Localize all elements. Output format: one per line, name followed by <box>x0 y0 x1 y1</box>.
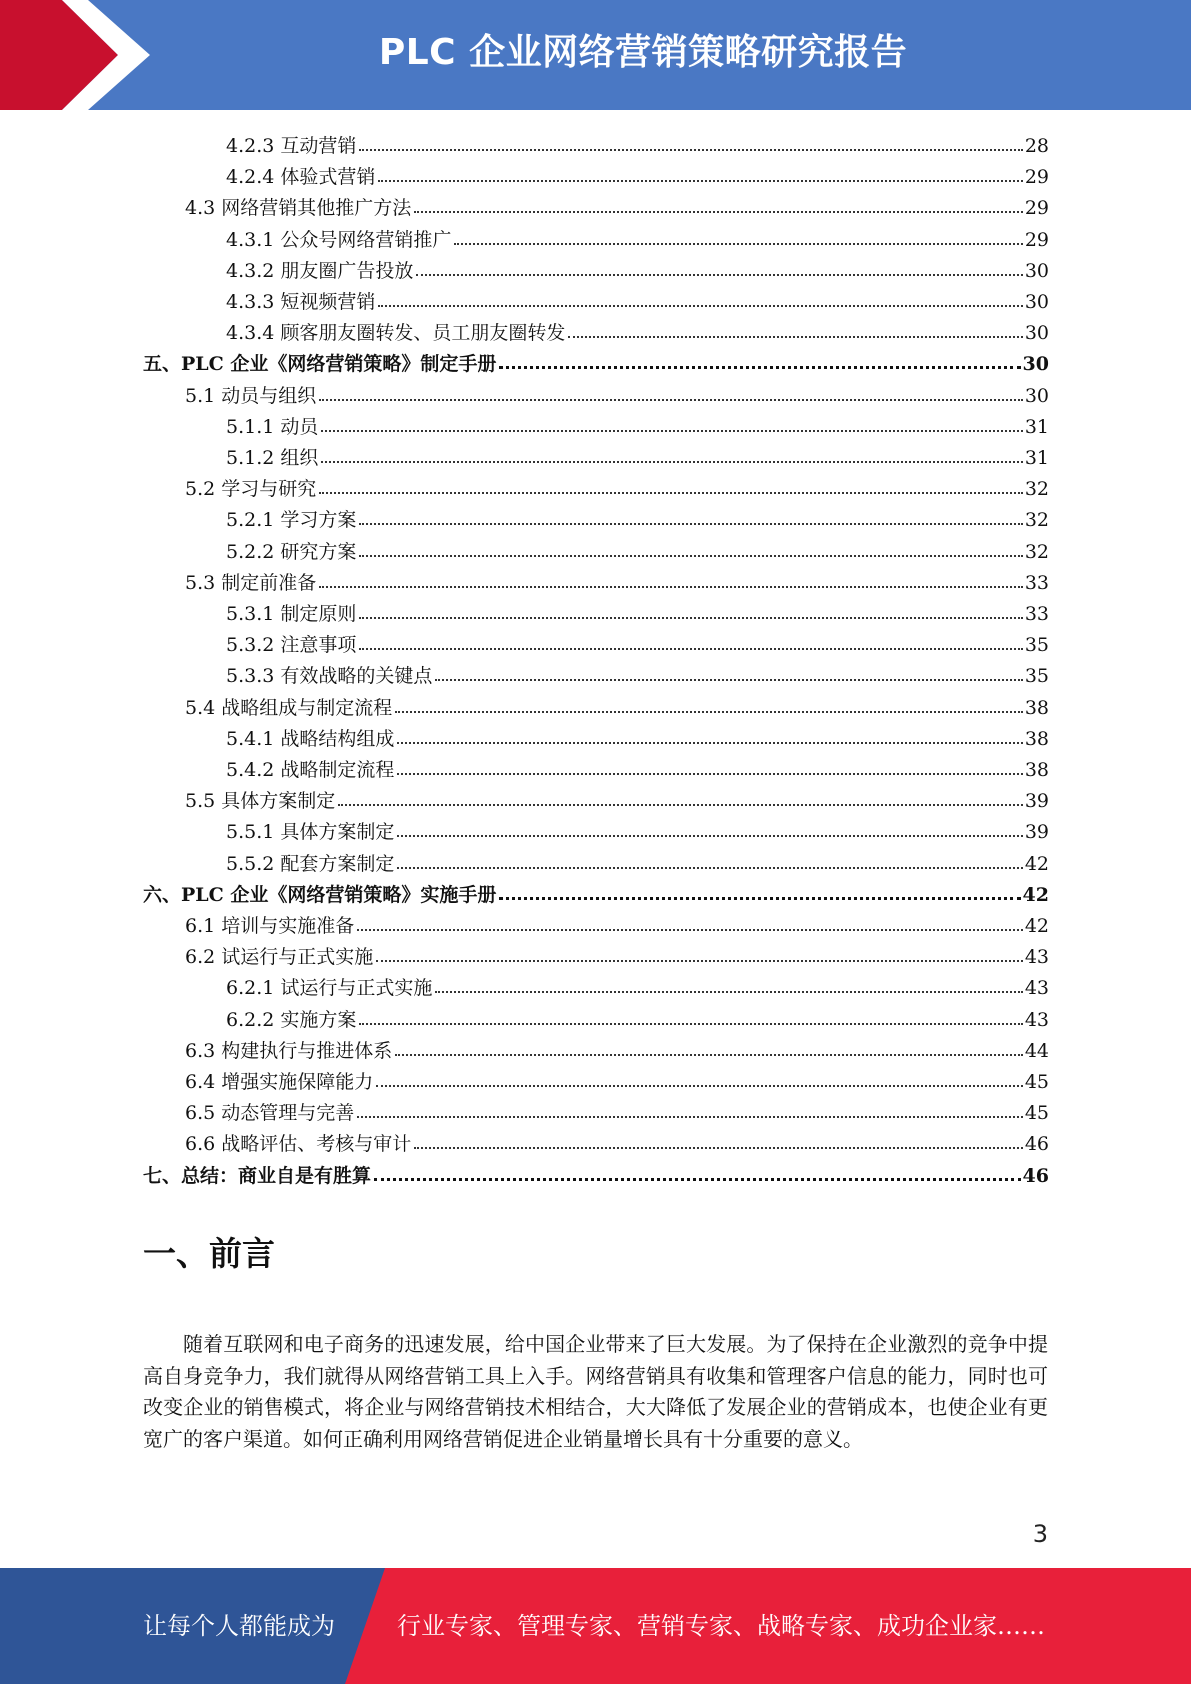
toc-entry-label: 六、PLC 企业《网络营销策略》实施手册 <box>143 883 497 906</box>
toc-leader-dots <box>454 243 1022 245</box>
toc-leader-dots <box>319 586 1023 588</box>
toc-entry-label: 5.2.2 研究方案 <box>226 540 357 563</box>
toc-leader-dots <box>416 274 1022 276</box>
toc-entry-page: 43 <box>1024 977 1049 1000</box>
toc-entry-page: 46 <box>1022 1164 1049 1187</box>
toc-entry-label: 4.3.2 朋友圈广告投放 <box>226 259 414 282</box>
toc-entry[interactable] <box>226 813 1049 844</box>
toc-entry[interactable] <box>226 1001 1049 1032</box>
toc-leader-dots <box>397 742 1022 744</box>
toc-entry-label: 6.2.1 试运行与正式实施 <box>226 977 433 1000</box>
toc-entry[interactable] <box>185 782 1049 813</box>
toc-leader-dots <box>397 835 1022 837</box>
toc-entry[interactable] <box>185 1063 1049 1094</box>
toc-leader-dots <box>359 523 1022 525</box>
toc-entry[interactable] <box>226 221 1049 252</box>
toc-entry-page: 45 <box>1024 1102 1049 1125</box>
toc-entry-page: 31 <box>1024 415 1049 438</box>
toc-entry-label: 五、PLC 企业《网络营销策略》制定手册 <box>143 353 497 376</box>
toc-entry-page: 29 <box>1024 197 1049 220</box>
body-paragraph: 随着互联网和电子商务的迅速发展，给中国企业带来了巨大发展。为了保持在企业激烈的竞争中提高自身竞争力，我们就得从网络营销工具上入手。网络营销具有收集和管理客户信息的能力，同时也可改变企业的销售模式，将企业与网络营销技术相结合，大大降低了发展企业的营销成本，也使企业有更宽广的客户渠道。如何正确利用网络营销促进企业销量增长具有十分重要的意义。 <box>143 1332 1048 1451</box>
toc-entry-page: 42 <box>1022 883 1049 906</box>
toc-entry-label: 5.3 制定前准备 <box>185 571 317 594</box>
toc-entry-label: 5.3.3 有效战略的关键点 <box>226 665 433 688</box>
toc-entry[interactable] <box>185 689 1049 720</box>
toc-entry[interactable] <box>185 907 1049 938</box>
toc-entry-page: 38 <box>1024 696 1049 719</box>
toc-entry[interactable] <box>226 595 1049 626</box>
toc-leader-dots <box>378 180 1022 182</box>
toc-leader-dots <box>338 804 1023 806</box>
toc-entry-page: 46 <box>1024 1133 1049 1156</box>
toc-entry-page: 38 <box>1024 727 1049 750</box>
page-footer <box>0 1568 1191 1684</box>
toc-entry-label: 5.5 具体方案制定 <box>185 790 336 813</box>
toc-entry[interactable] <box>143 876 1049 907</box>
toc-entry[interactable] <box>226 501 1049 532</box>
toc-entry-label: 6.6 战略评估、考核与审计 <box>185 1133 412 1156</box>
toc-leader-dots <box>321 430 1022 432</box>
toc-entry[interactable] <box>185 189 1049 220</box>
toc-entry[interactable] <box>185 564 1049 595</box>
toc-entry[interactable] <box>226 720 1049 751</box>
toc-entry[interactable] <box>185 470 1049 501</box>
toc-entry-page: 44 <box>1024 1039 1049 1062</box>
toc-leader-dots <box>568 336 1022 338</box>
toc-entry[interactable] <box>143 1157 1049 1188</box>
toc-leader-dots <box>378 305 1022 307</box>
toc-leader-dots <box>374 1178 1021 1181</box>
toc-entry-page: 43 <box>1024 946 1049 969</box>
toc-leader-dots <box>376 960 1023 962</box>
toc-entry[interactable] <box>226 533 1049 564</box>
toc-entry[interactable] <box>226 626 1049 657</box>
toc-entry[interactable] <box>226 127 1049 158</box>
toc-leader-dots <box>435 679 1022 681</box>
toc-entry-page: 30 <box>1024 291 1049 313</box>
toc-entry-page: 35 <box>1024 634 1049 657</box>
toc-entry-label: 5.1 动员与组织 <box>185 384 317 407</box>
toc-entry[interactable] <box>143 345 1049 376</box>
toc-leader-dots <box>395 711 1023 713</box>
toc-leader-dots <box>357 1116 1023 1118</box>
toc-entry[interactable] <box>226 845 1049 876</box>
toc-entry[interactable] <box>226 408 1049 439</box>
toc-entry[interactable] <box>185 938 1049 969</box>
toc-entry[interactable] <box>185 1094 1049 1125</box>
toc-entry[interactable] <box>226 751 1049 782</box>
toc-leader-dots <box>321 461 1022 463</box>
toc-entry-label: 4.2.4 体验式营销 <box>226 166 376 189</box>
toc-entry-label: 5.2 学习与研究 <box>185 478 317 501</box>
toc-entry-label: 6.5 动态管理与完善 <box>185 1102 355 1125</box>
toc-entry[interactable] <box>226 158 1049 189</box>
toc-entry-page: 29 <box>1024 166 1049 189</box>
toc-leader-dots <box>357 929 1023 931</box>
header-title: PLC 企业网络营销策略研究报告 <box>378 32 908 73</box>
toc-entry-label: 4.3 网络营销其他推广方法 <box>185 197 412 220</box>
toc-entry[interactable] <box>226 439 1049 470</box>
toc-entry-label: 5.1.2 组织 <box>226 447 319 469</box>
toc-entry-label: 4.3.3 短视频营销 <box>226 291 376 313</box>
toc-entry-label: 6.4 增强实施保障能力 <box>185 1071 374 1093</box>
toc-entry-page: 28 <box>1024 135 1049 157</box>
toc-entry[interactable] <box>185 1032 1049 1063</box>
toc-entry-label: 6.2.2 实施方案 <box>226 1008 357 1031</box>
page-header <box>0 0 1191 110</box>
toc-entry[interactable] <box>185 1125 1049 1156</box>
toc-leader-dots <box>395 1054 1023 1056</box>
toc-entry-page: 33 <box>1024 603 1049 625</box>
toc-entry-page: 32 <box>1024 478 1049 501</box>
toc-entry[interactable] <box>226 969 1049 1000</box>
toc-entry-page: 39 <box>1024 821 1049 844</box>
toc-entry-page: 39 <box>1024 790 1049 813</box>
toc-leader-dots <box>414 211 1023 213</box>
toc-entry-label: 5.5.2 配套方案制定 <box>226 852 395 875</box>
toc-entry-label: 七、总结：商业自是有胜算 <box>143 1164 372 1187</box>
toc-leader-dots <box>397 867 1022 869</box>
toc-entry-page: 43 <box>1024 1008 1049 1031</box>
toc-leader-dots <box>359 617 1022 619</box>
toc-leader-dots <box>414 1147 1023 1149</box>
footer-slogan-left: 让每个人都能成为 <box>143 1612 335 1640</box>
toc-leader-dots <box>359 648 1022 650</box>
toc-entry-page: 30 <box>1024 259 1049 282</box>
toc-entry-label: 5.1.1 动员 <box>226 415 319 438</box>
toc-leader-dots <box>397 773 1022 775</box>
toc-entry[interactable] <box>185 377 1049 408</box>
toc-leader-dots <box>319 492 1023 494</box>
toc-leader-dots <box>499 366 1020 369</box>
toc-entry-page: 38 <box>1024 759 1049 781</box>
toc-entry-page: 35 <box>1024 665 1049 688</box>
toc-leader-dots <box>435 991 1022 993</box>
toc-entry-page: 33 <box>1024 571 1049 594</box>
toc-entry-page: 32 <box>1024 540 1049 563</box>
toc-entry-page: 31 <box>1024 447 1049 469</box>
toc-entry-label: 6.2 试运行与正式实施 <box>185 946 374 969</box>
toc-entry-page: 42 <box>1024 915 1049 937</box>
toc-entry-label: 4.2.3 互动营销 <box>226 135 357 157</box>
toc-leader-dots <box>359 149 1022 151</box>
toc-entry-label: 4.3.4 顾客朋友圈转发、员工朋友圈转发 <box>226 322 566 345</box>
toc-entry-page: 30 <box>1022 353 1049 376</box>
toc-entry-label: 6.3 构建执行与推进体系 <box>185 1039 393 1062</box>
toc-entry[interactable] <box>226 314 1049 345</box>
toc-entry[interactable] <box>226 252 1049 283</box>
toc-leader-dots <box>319 399 1023 401</box>
toc-entry-label: 5.5.1 具体方案制定 <box>226 821 395 844</box>
toc-entry-label: 5.4.1 战略结构组成 <box>226 727 395 750</box>
section-heading: 一、前言 <box>143 1234 275 1273</box>
toc-entry[interactable] <box>226 657 1049 688</box>
toc-entry-page: 32 <box>1024 509 1049 532</box>
toc-entry[interactable] <box>226 283 1049 314</box>
toc-entry-label: 6.1 培训与实施准备 <box>185 915 355 937</box>
footer-slogan-right: 行业专家、管理专家、营销专家、战略专家、成功企业家…… <box>397 1612 1045 1640</box>
toc-entry-page: 30 <box>1024 322 1049 345</box>
toc-entry-label: 4.3.1 公众号网络营销推广 <box>226 228 452 251</box>
toc-entry-label: 5.4.2 战略制定流程 <box>226 759 395 781</box>
toc-entry-label: 5.3.1 制定原则 <box>226 603 357 625</box>
toc-leader-dots <box>359 555 1022 557</box>
toc-entry-label: 5.4 战略组成与制定流程 <box>185 696 393 719</box>
toc-entry-label: 5.3.2 注意事项 <box>226 634 357 657</box>
toc-entry-page: 42 <box>1024 852 1049 875</box>
toc-entry-page: 30 <box>1024 384 1049 407</box>
toc-leader-dots <box>359 1023 1022 1025</box>
toc-entry-label: 5.2.1 学习方案 <box>226 509 357 532</box>
page-number: 3 <box>1032 1520 1048 1548</box>
toc-entry-page: 45 <box>1024 1071 1049 1093</box>
toc-entry-page: 29 <box>1024 228 1049 251</box>
toc-leader-dots <box>499 897 1020 900</box>
toc-leader-dots <box>376 1085 1023 1087</box>
